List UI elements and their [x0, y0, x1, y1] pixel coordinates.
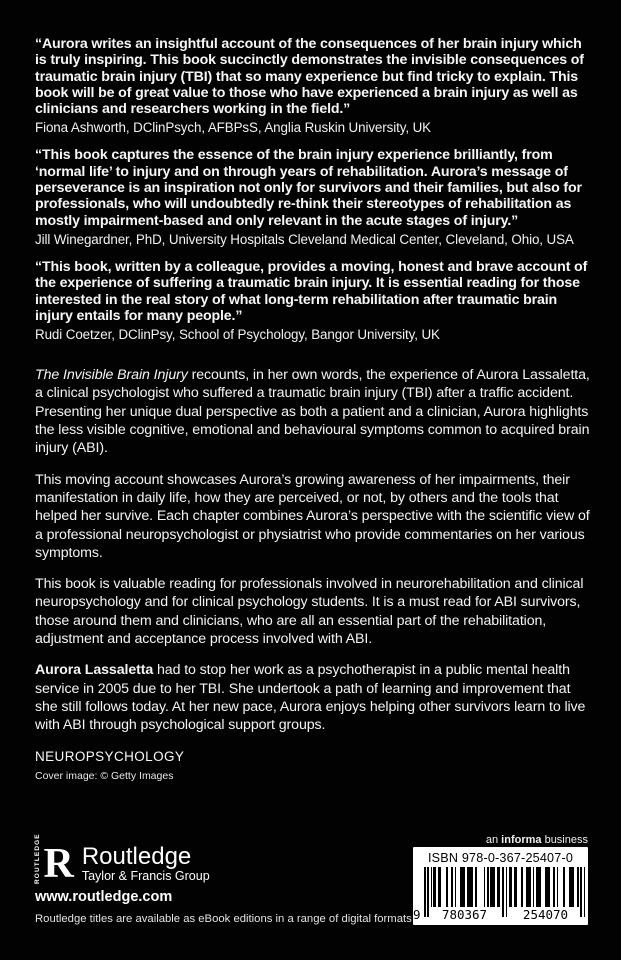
endorsement-quote-3: “This book, written by a colleague, provides a moving, honest and brave account of the experience of suffering a traumatic brain injury. It is essential reading for those interested in the real story of what long-term rehabilitation after traumatic brain injury entails for many people.” — [35, 258, 588, 324]
synopsis-paragraph-1 — [35, 366, 590, 457]
routledge-r-icon: R — [43, 841, 74, 887]
book-title-italic: The Invisible Brain Injury — [35, 367, 188, 384]
routledge-logo — [34, 833, 210, 887]
isbn-number: ISBN 978-0-367-25407-0 — [427, 851, 574, 865]
endorsement-attribution-3: Rudi Coetzer, DClinPsy, School of Psychology, Bangor University, UK — [35, 327, 440, 343]
publisher-footer — [0, 832, 621, 960]
informa-business-line — [486, 834, 588, 846]
ebook-availability-note: Routledge titles are available as eBook editions in a range of digital formats — [35, 913, 412, 925]
ean13-bars — [413, 867, 586, 922]
endorsement-attribution-1: Fiona Ashworth, DClinPsych, AFBPsS, Anglia Ruskin University, UK — [35, 120, 431, 136]
isbn-barcode — [413, 847, 588, 925]
author-bio — [35, 661, 590, 734]
publisher-website: www.routledge.com — [35, 889, 173, 905]
barcode-digit-leading: 9 — [413, 907, 421, 922]
cover-image-credit: Cover image: © Getty Images — [35, 769, 174, 782]
barcode-digit-group1: 780367 — [430, 908, 499, 921]
informa-suffix: business — [541, 834, 588, 846]
informa-prefix: an — [485, 834, 502, 846]
routledge-vertical-wordmark: ROUTLEDGE — [34, 833, 41, 884]
publisher-name: Routledge — [81, 842, 192, 870]
barcode-digit-group2: 254070 — [512, 908, 579, 921]
category-label: NEUROPSYCHOLOGY — [35, 748, 185, 764]
synopsis-paragraph-3: This book is valuable reading for professionals involved in neurorehabilitation and clinical neuropsychology and for clinical psychology students. It is a must read for ABI survivors, those around them and clinicians, who are all an essential part of the rehabilitation, adjustment and acceptance process involved with ABI. — [35, 576, 584, 648]
publisher-group: Taylor & Francis Group — [81, 868, 210, 883]
author-name: Aurora Lassaletta — [35, 662, 154, 679]
informa-word: informa — [501, 834, 542, 846]
endorsement-quote-2: “This book captures the essence of the brain injury experience brilliantly, from ‘normal life’ to injury and on through years of rehabilitation. Aurora’s message of perseverance is an inspiration not only for survivors and their families, but also for professionals, who will undoubtedly re-think their stereotypes of rehabilitation as mostly impairment-based and only relevant in the acute stages of injury.” — [35, 147, 582, 229]
endorsement-quote-1: “Aurora writes an insightful account of the consequences of her brain injury which is truly inspiring. This book succinctly demonstrates the invisible consequences of traumatic brain injury (TBI) that so many experience but find tricky to explain. This book will be of great value to those who have experienced a brain injury as well as clinicians and researchers working in the field.” — [35, 36, 584, 118]
synopsis-paragraph-1-text: recounts, in her own words, the experience of Aurora Lassaletta, a clinical psychologist who suffered a traumatic brain injury (TBI) after a traffic accident. Presenting her unique dual perspective as both a patient and a clinician, Aurora highlights the less visible cognitive, emotional and behavioural symptoms common to acquired brain injury (ABI). — [35, 367, 590, 457]
endorsement-attribution-2: Jill Winegardner, PhD, University Hospitals Cleveland Medical Center, Cleveland, Ohio, USA — [35, 231, 574, 247]
routledge-logo-text — [81, 842, 210, 884]
synopsis-paragraph-2: This moving account showcases Aurora’s growing awareness of her impairments, their manifestation in daily life, how they are perceived, or not, by others and the tools that helped her survive. Each chapter combines Aurora’s perspective with the scientific view of a professional neuropsychologist or physiatrist who provide commentaries on her various symptoms. — [35, 471, 590, 561]
author-bio-text: had to stop her work as a psychotherapist in a public mental health service in 2005 due to her TBI. She undertook a path of learning and improvement that she still follows today. At her new pace, Aurora enjoys helping other survivors learn to live with ABI through psychological support groups. — [35, 662, 586, 734]
